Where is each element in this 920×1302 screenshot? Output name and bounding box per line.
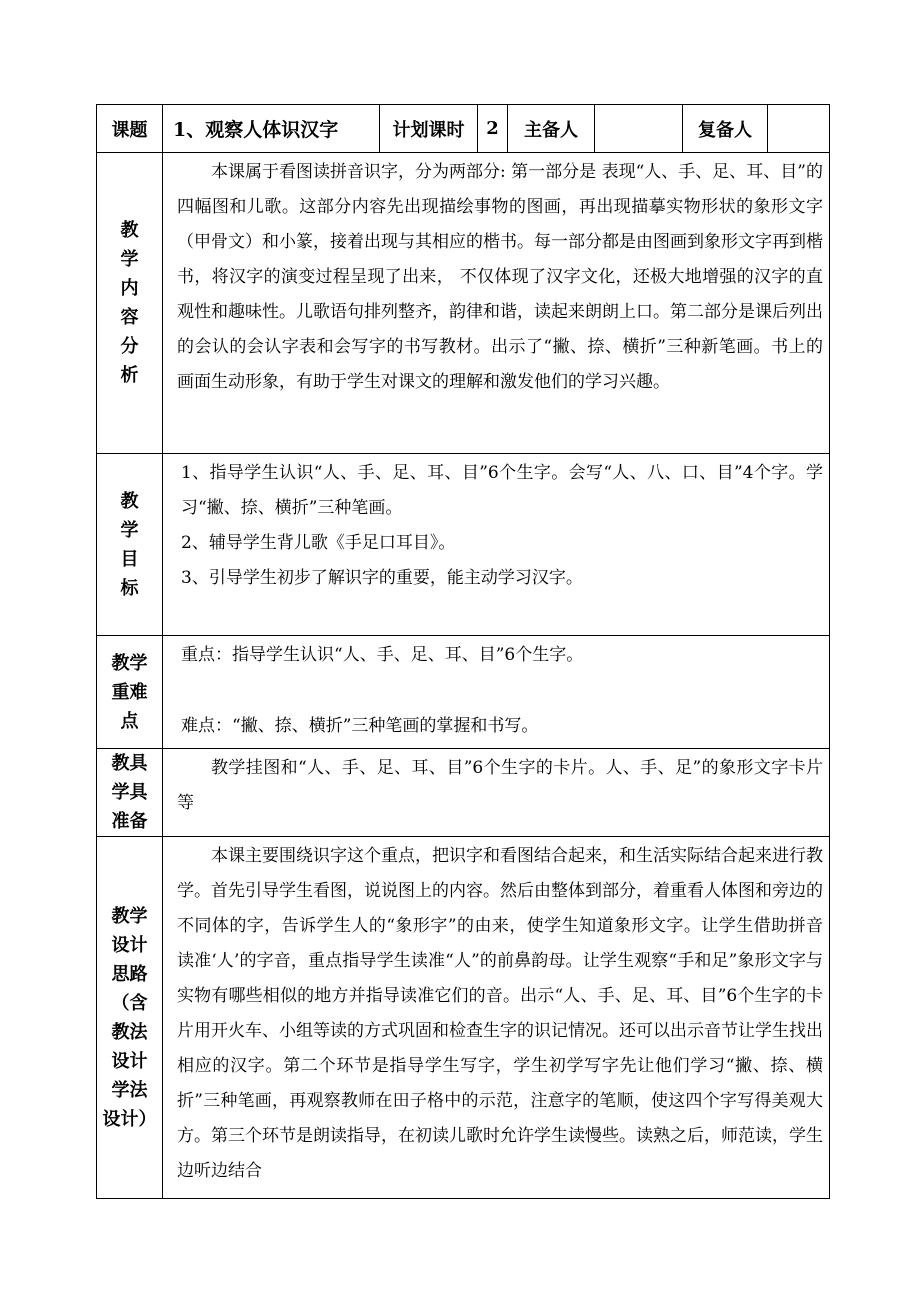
main-prep-value xyxy=(595,105,683,153)
materials-text: 教学挂图和“人、手、足、耳、目”6个生字的卡片。人、手、足”的象形文字卡片等 xyxy=(163,749,830,837)
content-analysis-row xyxy=(97,153,830,454)
design-text: 本课主要围绕识字这个重点，把识字和看图结合起来，和生活实际结合起来进行教学。首先引导学生看图，说说图上的内容。然后由整体到部分，着重看人体图和旁边的不同体的字，告诉学生人的“象形字”的由来，使学生知道象形文字。让学生借助拼音读准‘人’的字音，重点指导学生读准“人”的前鼻韵母。让学生观察“手和足”象形文字与实物有哪些相似的地方并指导读准它们的音。出示“人、手、足、耳、目”6个生字的卡片用开火车、小组等读的方式巩固和检查生字的识记情况。还可以出示音节让学生找出相应的汉字。第二个环节是指导学生写字，学生初学写字先让他们学习“撇、捺、横折”三种笔画，再观察教师在田子格中的示范，注意字的笔顺，使这四个字写得美观大方。第三个环节是朗读指导，在初读儿歌时允许学生读慢些。读熟之后，师范读，学生边听边结合 xyxy=(163,837,830,1199)
key-points-text xyxy=(163,636,830,749)
lesson-plan-table xyxy=(96,104,830,1199)
goal-item: 1、指导学生认识“人、手、足、耳、目”6个生字。会写“人、八、口、目”4个字。学习“撇、捺、横折”三种笔画。 xyxy=(181,463,823,518)
goals-label: 教 学 目 标 xyxy=(97,454,163,636)
main-prep-label: 主备人 xyxy=(508,105,595,153)
topic-value: 1、观察人体识汉字 xyxy=(163,105,380,153)
goal-item: 2、辅导学生背儿歌《手足口耳目》。 xyxy=(181,533,456,553)
key-points-row xyxy=(97,636,830,749)
materials-row xyxy=(97,749,830,837)
co-prep-value xyxy=(768,105,830,153)
goals-row xyxy=(97,454,830,636)
design-row xyxy=(97,837,830,1199)
materials-label: 教具 学具 准备 xyxy=(97,749,163,837)
goal-item: 3、引导学生初步了解识字的重要，能主动学习汉字。 xyxy=(181,568,583,588)
design-label: 教学 设计 思路 （含 教法 设计 学法 设计） xyxy=(97,837,163,1199)
goals-text xyxy=(163,454,830,636)
header-row xyxy=(97,105,830,153)
content-analysis-text: 本课属于看图读拼音识字，分为两部分: 第一部分是 表现“人、手、足、耳、目”的四幅图和儿歌。这部分内容先出现描绘事物的图画，再出现描摹实物形状的象形文字（甲骨文）和小篆，接着出现与其相应的楷书。每一部分都是由图画到象形文字再到楷书，将汉字的演变过程呈现了出来， 不仅体现了汉字文化，还极大地增强的汉字的直观性和趣味性。儿歌语句排列整齐，韵律和谐，读起来朗朗上口。第二部分是课后列出的会认的会认字表和会写字的书写教材。出示了“撇、捺、横折”三种新笔画。书上的画面生动形象，有助于学生对课文的理解和激发他们的学习兴趣。 xyxy=(163,153,830,454)
key-point: 重点：指导学生认识“人、手、足、耳、目”6个生字。 xyxy=(181,645,584,665)
difficult-point: 难点：“撇、捺、横折”三种笔画的掌握和书写。 xyxy=(181,716,539,736)
hours-label: 计划课时 xyxy=(380,105,478,153)
co-prep-label: 复备人 xyxy=(683,105,768,153)
topic-label: 课题 xyxy=(97,105,163,153)
content-analysis-label: 教 学 内 容 分 析 xyxy=(97,153,163,454)
hours-value: 2 xyxy=(478,105,508,153)
key-points-label: 教学 重难 点 xyxy=(97,636,163,749)
